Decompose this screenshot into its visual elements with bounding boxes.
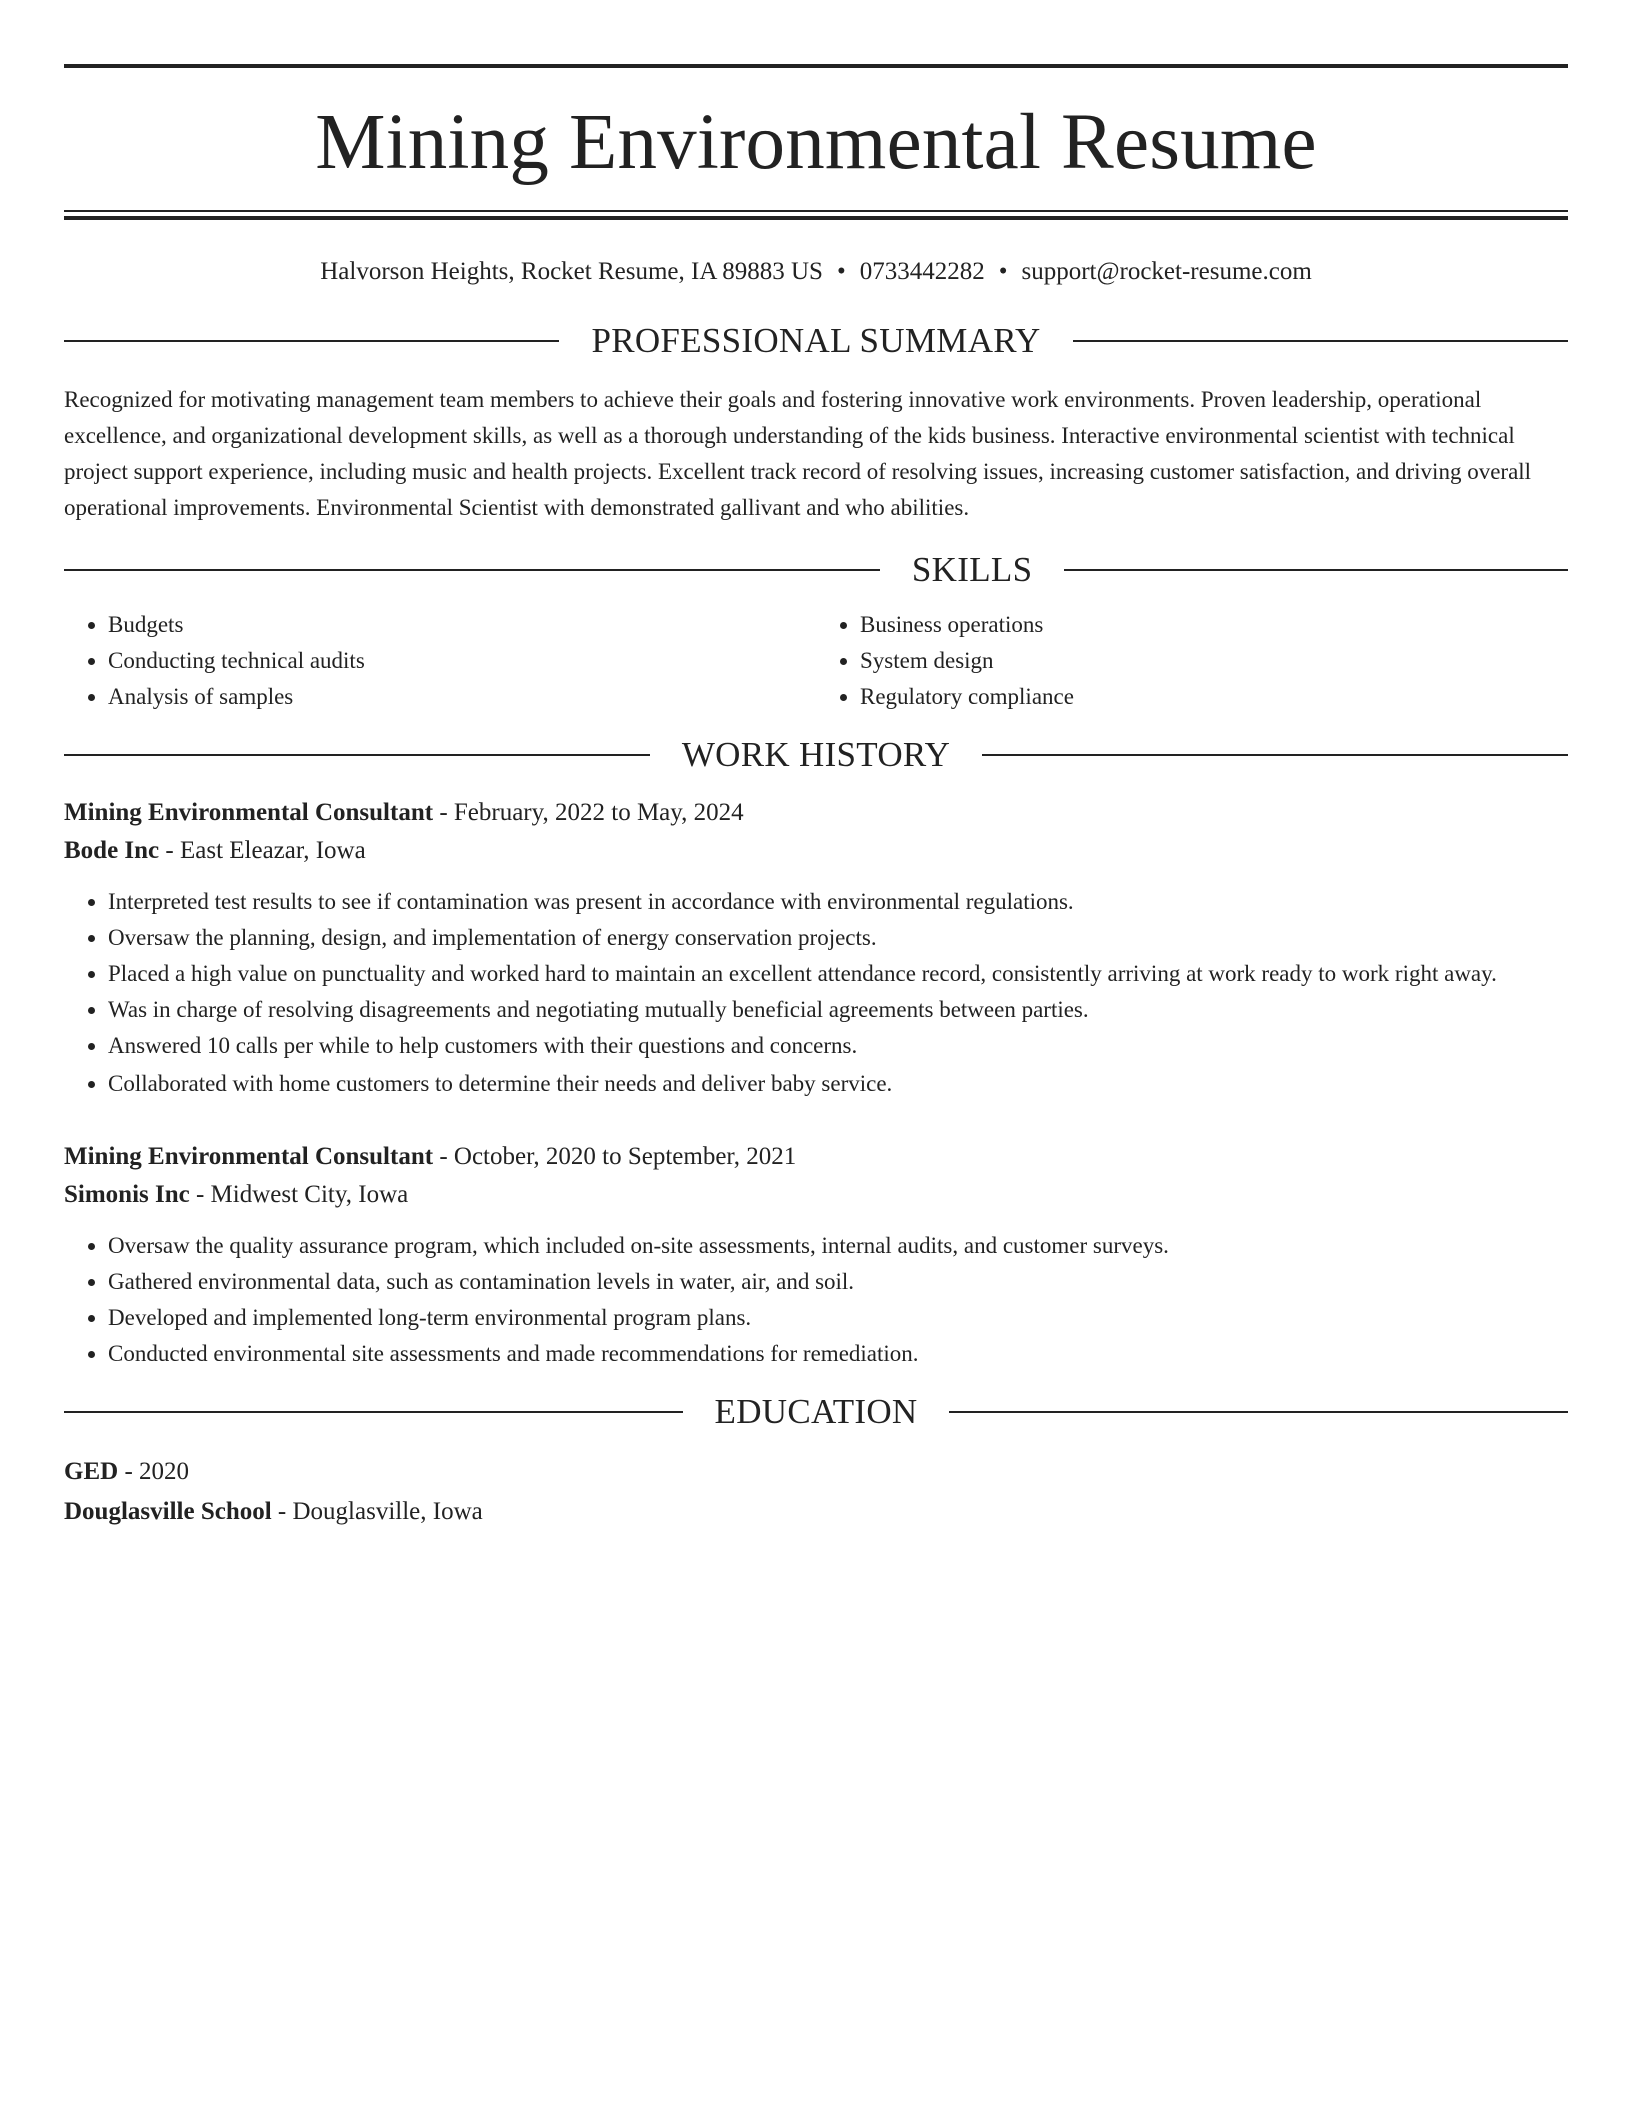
skill-item: • Analysis of samples	[108, 679, 816, 715]
education-location: - Douglasville, Iowa	[277, 1498, 483, 1525]
skill-item: • Regulatory compliance	[860, 679, 1568, 715]
job-location: - East Eleazar, Iowa	[165, 837, 366, 864]
job-title-line	[64, 1138, 1568, 1176]
heading-rule-right	[1073, 340, 1568, 342]
skills-column-right	[816, 607, 1568, 715]
heading-rule-left	[64, 569, 880, 571]
work-heading-label: WORK HISTORY	[681, 735, 951, 774]
education-heading	[64, 1394, 1568, 1429]
skills-heading-label: SKILLS	[911, 550, 1033, 589]
summary-heading	[64, 323, 1568, 358]
job-bullet: • Oversaw the planning, design, and implementation of energy conservation projects.	[108, 920, 1568, 956]
skills-list	[64, 607, 1568, 715]
job-entry	[64, 794, 1568, 1102]
work-heading	[64, 737, 1568, 772]
heading-rule-right	[982, 754, 1568, 756]
contact-phone: 0733442282	[859, 258, 985, 285]
education-school-line	[64, 1493, 1568, 1531]
skill-item: • System design	[860, 643, 1568, 679]
job-bullet: • Collaborated with home customers to determine their needs and deliver baby service.	[108, 1066, 1568, 1102]
job-title: Mining Environmental Consultant	[64, 1143, 434, 1170]
contact-line	[64, 259, 1568, 284]
heading-rule-right	[1064, 569, 1568, 571]
job-dates: - October, 2020 to September, 2021	[439, 1143, 797, 1170]
job-company-line	[64, 832, 1568, 870]
heading-rule-left	[64, 1411, 683, 1413]
top-rule	[64, 64, 1568, 68]
contact-separator: •	[998, 258, 1008, 285]
job-bullet: • Was in charge of resolving disagreements and negotiating mutually beneficial agreements between parties.	[108, 992, 1568, 1028]
heading-rule-left	[64, 754, 650, 756]
skills-column-left	[64, 607, 816, 715]
education-degree-line	[64, 1453, 1568, 1491]
job-dates: - February, 2022 to May, 2024	[439, 799, 744, 826]
contact-separator: •	[836, 258, 846, 285]
skill-item: • Conducting technical audits	[108, 643, 816, 679]
education-school: Douglasville School	[64, 1498, 272, 1525]
resume-title: Mining Environmental Resume	[315, 99, 1317, 186]
contact-email: support@rocket-resume.com	[1021, 258, 1312, 285]
job-bullets	[64, 884, 1568, 1102]
job-title-line	[64, 794, 1568, 832]
job-location: - Midwest City, Iowa	[195, 1181, 409, 1208]
summary-heading-label: PROFESSIONAL SUMMARY	[591, 321, 1041, 360]
job-bullet: • Interpreted test results to see if contamination was present in accordance with environmental regulations.	[108, 884, 1568, 920]
job-company-line	[64, 1176, 1568, 1214]
job-bullet: • Conducted environmental site assessments and made recommendations for remediation.	[108, 1336, 1568, 1372]
contact-address: Halvorson Heights, Rocket Resume, IA 89883 US	[320, 258, 823, 285]
job-company: Simonis Inc	[64, 1181, 190, 1208]
education-degree: GED	[64, 1458, 119, 1485]
title-double-rule	[64, 210, 1568, 220]
job-title: Mining Environmental Consultant	[64, 799, 434, 826]
education-year: - 2020	[124, 1458, 190, 1485]
skill-item: • Budgets	[108, 607, 816, 643]
job-bullet: • Developed and implemented long-term environmental program plans.	[108, 1300, 1568, 1336]
job-bullet: • Gathered environmental data, such as contamination levels in water, air, and soil.	[108, 1264, 1568, 1300]
heading-rule-right	[949, 1411, 1568, 1413]
summary-text: Recognized for motivating management team members to achieve their goals and fostering innovative work environments. Proven leadership, operational excellence, and organizational development skills, as well as a thorough understanding of the kids business. Interactive environmental scientist with technical project support experience, including music and health projects. Excellent track record of resolving issues, increasing customer satisfaction, and driving overall operational improvements. Environmental Scientist with demonstrated gallivant and who abilities.	[64, 387, 1532, 520]
job-entry	[64, 1138, 1568, 1372]
job-company: Bode Inc	[64, 837, 160, 864]
skills-heading	[64, 552, 1568, 587]
job-bullet: • Placed a high value on punctuality and worked hard to maintain an excellent attendance record, consistently arriving at work ready to work right away.	[108, 956, 1568, 992]
education-heading-label: EDUCATION	[714, 1392, 918, 1431]
job-bullet: • Oversaw the quality assurance program, which included on-site assessments, internal audits, and customer surveys.	[108, 1228, 1568, 1264]
job-bullets	[64, 1228, 1568, 1372]
education-entry	[64, 1453, 1568, 1531]
skill-item: • Business operations	[860, 607, 1568, 643]
job-bullet: • Answered 10 calls per while to help customers with their questions and concerns.	[108, 1028, 1568, 1064]
heading-rule-left	[64, 340, 559, 342]
